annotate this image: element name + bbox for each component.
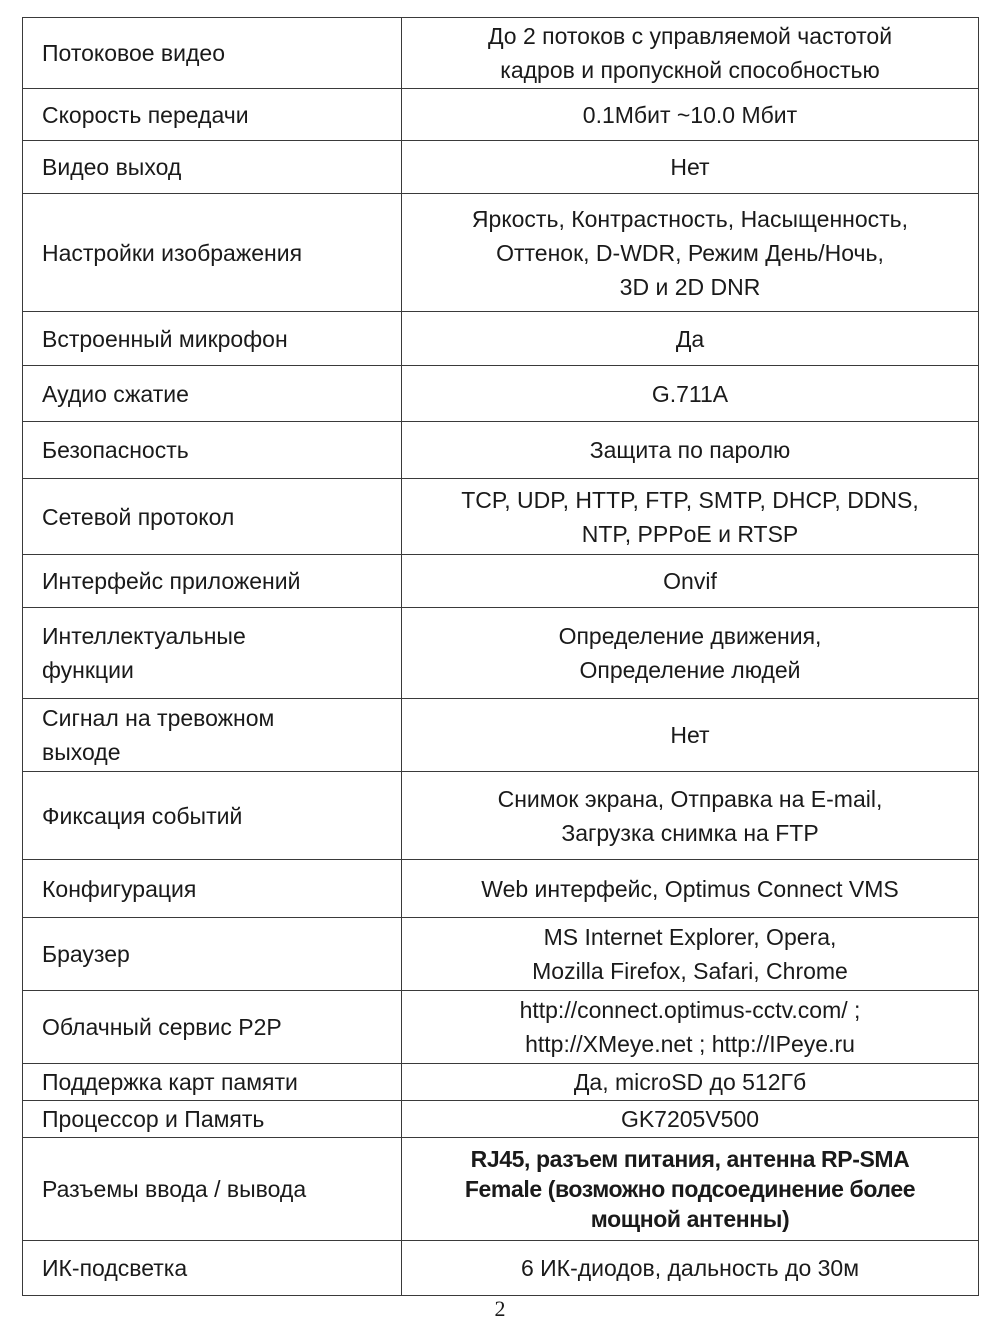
spec-table <box>22 17 979 1296</box>
spec-value: MS Internet Explorer, Opera, Mozilla Firefox, Safari, Chrome <box>402 918 979 991</box>
spec-value: GK7205V500 <box>402 1101 979 1138</box>
spec-value: Web интерфейс, Optimus Connect VMS <box>402 860 979 918</box>
spec-label: ИК-подсветка <box>23 1241 402 1296</box>
spec-value: G.711A <box>402 366 979 422</box>
table-row <box>23 312 979 366</box>
spec-label: Сигнал на тревожном выходе <box>23 699 402 772</box>
spec-value: TCP, UDP, HTTP, FTP, SMTP, DHCP, DDNS, NTP, PPPoE и RTSP <box>402 479 979 555</box>
spec-label: Скорость передачи <box>23 89 402 141</box>
spec-label: Аудио сжатие <box>23 366 402 422</box>
table-row <box>23 699 979 772</box>
spec-label: Безопасность <box>23 422 402 479</box>
spec-label: Видео выход <box>23 141 402 194</box>
page-number: 2 <box>494 1296 506 1321</box>
spec-value: RJ45, разъем питания, антенна RP-SMA Female (возможно подсоединение более мощной антенны) <box>402 1138 979 1241</box>
spec-label: Интерфейс приложений <box>23 555 402 608</box>
spec-label: Браузер <box>23 918 402 991</box>
spec-value: До 2 потоков с управляемой частотой кадров и пропускной способностью <box>402 18 979 89</box>
table-row <box>23 422 979 479</box>
table-row <box>23 608 979 699</box>
spec-label: Поддержка карт памяти <box>23 1064 402 1101</box>
spec-label: Фиксация событий <box>23 772 402 860</box>
spec-label: Конфигурация <box>23 860 402 918</box>
spec-value: Да, microSD до 512Гб <box>402 1064 979 1101</box>
table-row <box>23 1138 979 1241</box>
table-row <box>23 991 979 1064</box>
spec-value: Защита по паролю <box>402 422 979 479</box>
spec-value: Onvif <box>402 555 979 608</box>
table-row <box>23 772 979 860</box>
spec-label: Потоковое видео <box>23 18 402 89</box>
spec-value: Определение движения, Определение людей <box>402 608 979 699</box>
spec-value: Нет <box>402 699 979 772</box>
spec-label: Сетевой протокол <box>23 479 402 555</box>
table-row <box>23 479 979 555</box>
table-row <box>23 555 979 608</box>
table-row <box>23 366 979 422</box>
spec-label: Разъемы ввода / вывода <box>23 1138 402 1241</box>
spec-value: Нет <box>402 141 979 194</box>
table-row <box>23 918 979 991</box>
table-row <box>23 860 979 918</box>
table-row <box>23 1064 979 1101</box>
table-row <box>23 141 979 194</box>
spec-label: Процессор и Память <box>23 1101 402 1138</box>
table-row <box>23 1241 979 1296</box>
spec-value: http://connect.optimus-cctv.com/ ; http://XMeye.net ; http://IPeye.ru <box>402 991 979 1064</box>
spec-value: Яркость, Контрастность, Насыщенность, Оттенок, D-WDR, Режим День/Ночь, 3D и 2D DNR <box>402 194 979 312</box>
table-row <box>23 1101 979 1138</box>
spec-value: Снимок экрана, Отправка на E-mail, Загрузка снимка на FTP <box>402 772 979 860</box>
spec-value: 0.1Мбит ~10.0 Мбит <box>402 89 979 141</box>
spec-label: Интеллектуальные функции <box>23 608 402 699</box>
spec-value: Да <box>402 312 979 366</box>
spec-label: Встроенный микрофон <box>23 312 402 366</box>
spec-value: 6 ИК-диодов, дальность до 30м <box>402 1241 979 1296</box>
table-row <box>23 18 979 89</box>
table-row <box>23 194 979 312</box>
spec-label: Настройки изображения <box>23 194 402 312</box>
table-row <box>23 89 979 141</box>
spec-label: Облачный сервис P2P <box>23 991 402 1064</box>
